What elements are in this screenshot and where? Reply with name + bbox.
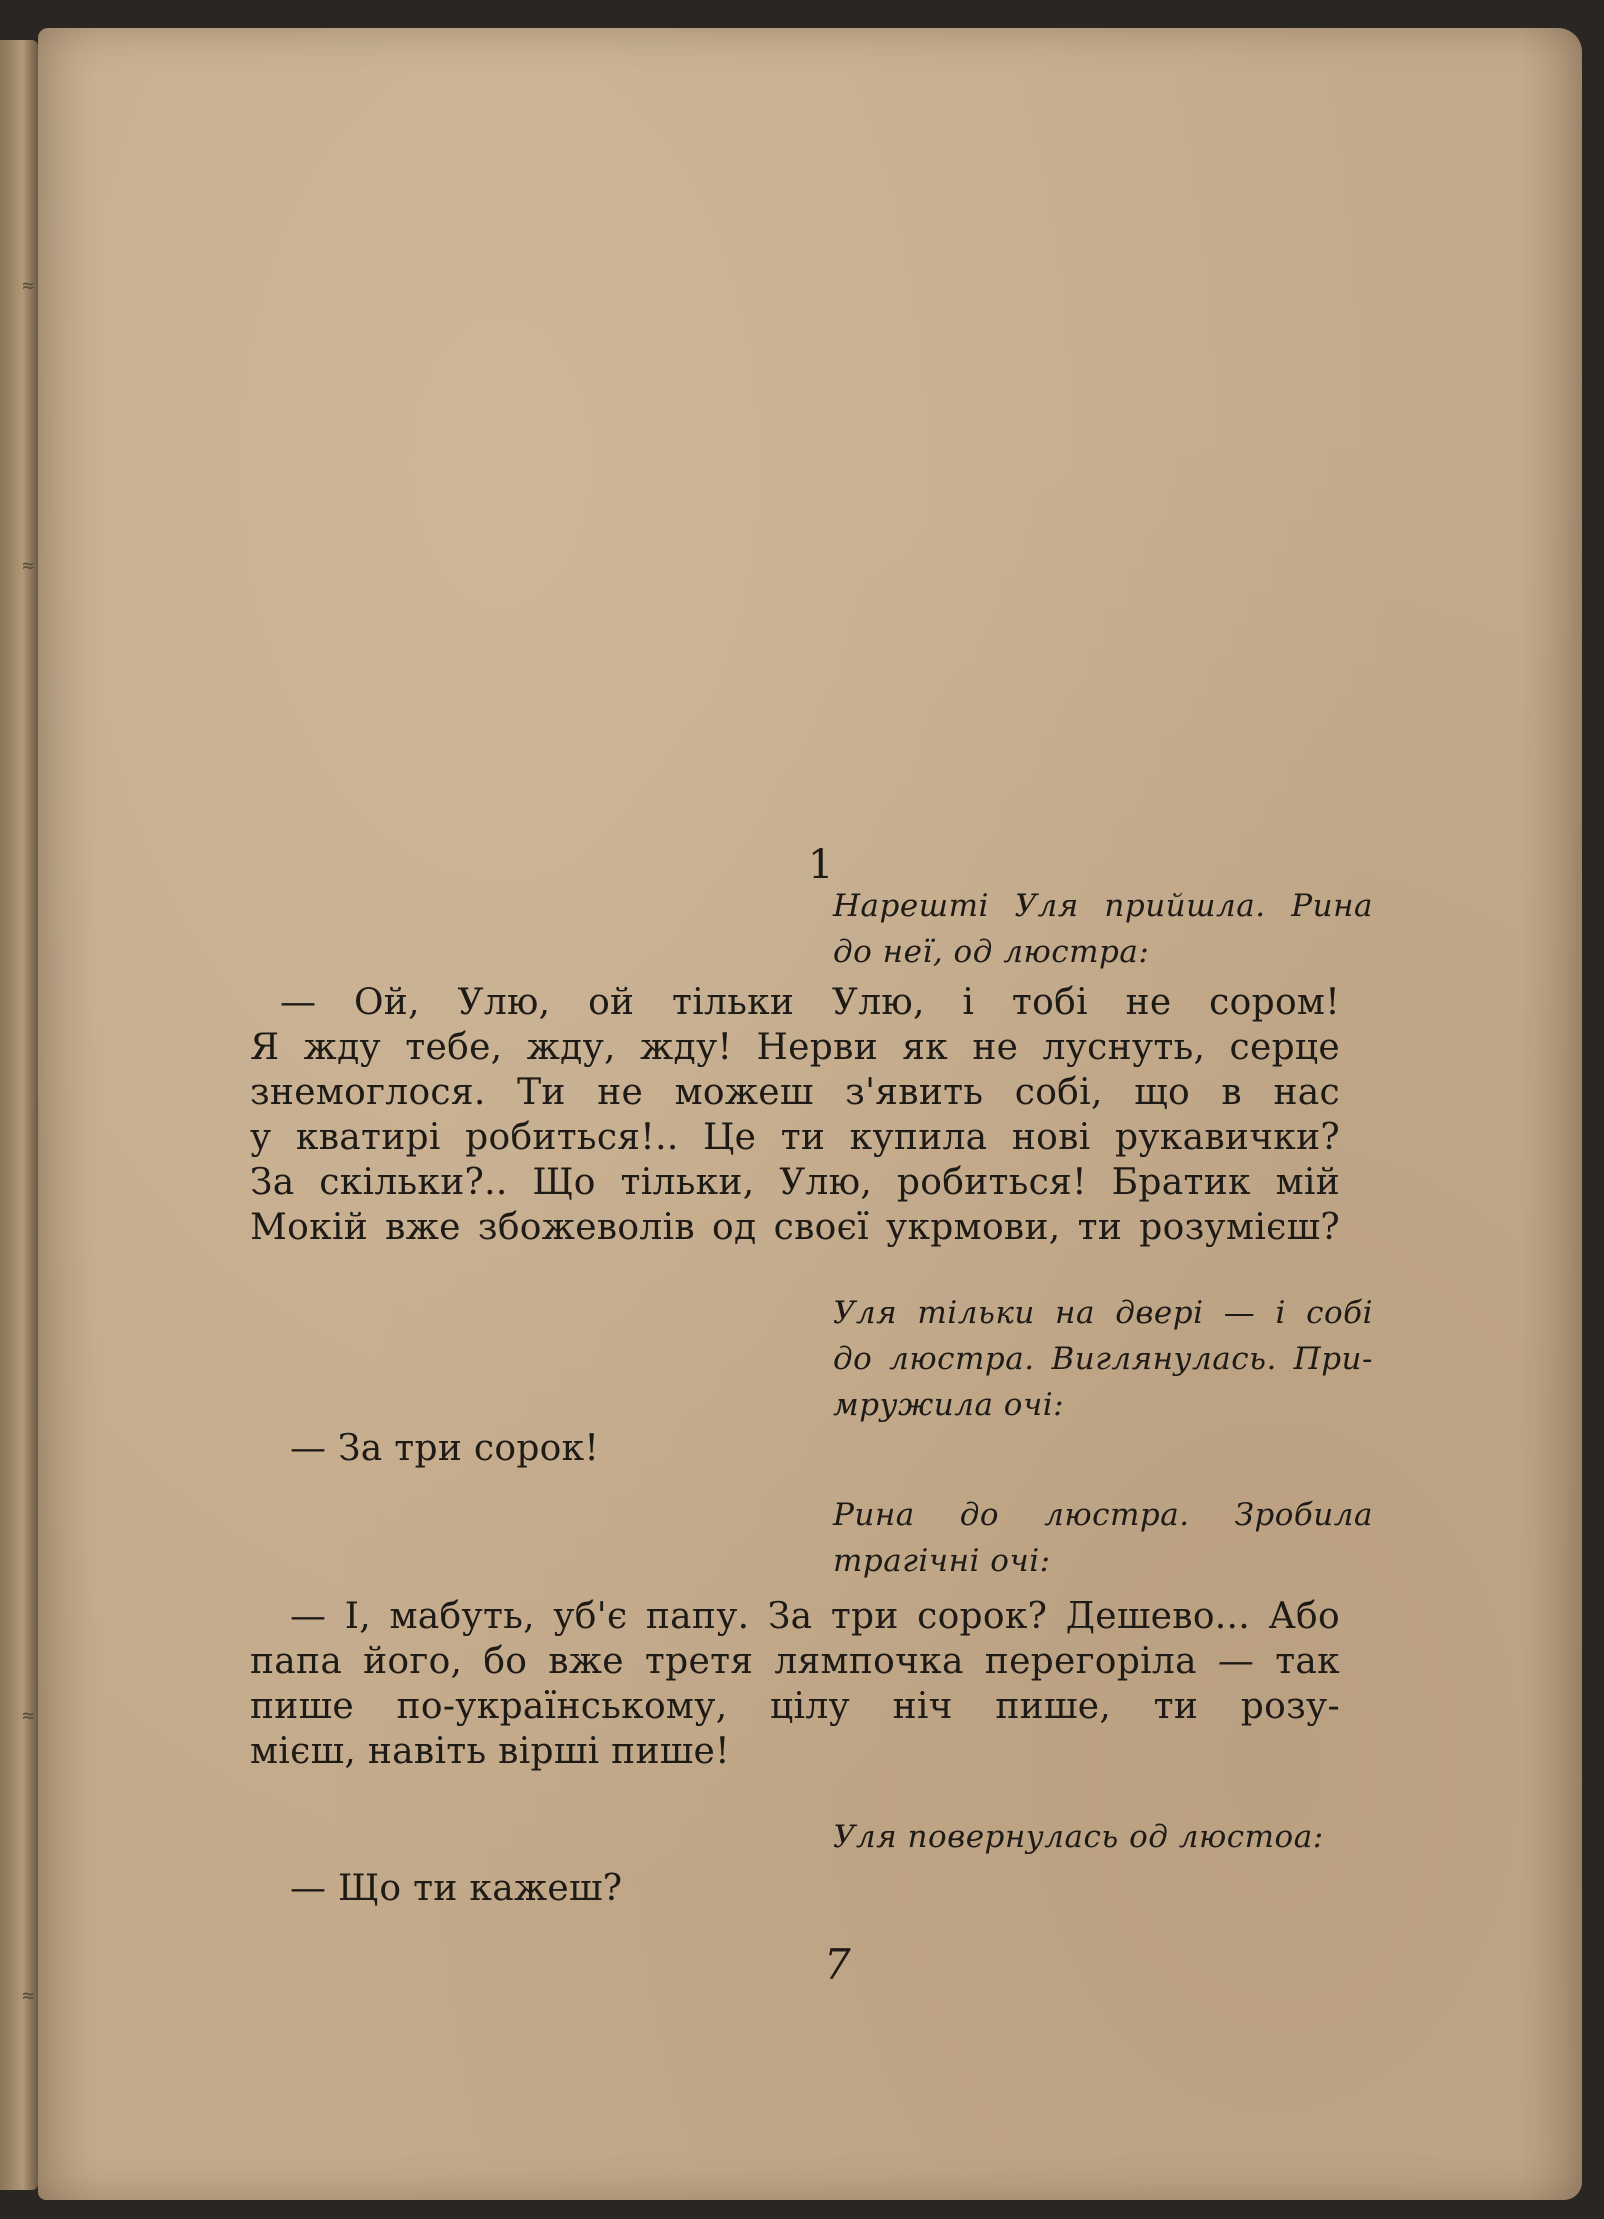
stage-direction-line: Уля повернулась од люстоа:	[833, 1819, 1324, 1855]
stage-direction-line: до люстра. Виглянулась. При-	[833, 1341, 1373, 1377]
dialogue-line: — Ой, Улю, ой тільки Улю, і тобі не сором!	[280, 982, 1340, 1023]
binding-stitch: ≈	[22, 273, 35, 297]
dialogue-paragraph	[250, 1594, 1340, 1774]
dialogue-line: знемоглося. Ти не можеш з'явить собі, що в нас	[250, 1072, 1340, 1113]
dialogue-paragraph	[290, 1426, 890, 1471]
binding-stitch: ≈	[22, 1983, 35, 2007]
stage-direction	[833, 1290, 1373, 1428]
dialogue-paragraph	[290, 1866, 890, 1911]
stage-direction	[833, 1492, 1373, 1584]
stage-direction-line: до неї, од люстра:	[833, 934, 1150, 970]
previous-page-edge	[0, 40, 38, 2190]
dialogue-line: Я жду тебе, жду, жду! Нерви як не луснуть, серце	[250, 1027, 1340, 1068]
dialogue-line: Мокій вже збожеволів од своєї укрмови, ти розумієш?	[250, 1207, 1340, 1248]
dialogue-line: — І, мабуть, уб'є папу. За три сорок? Дешево... Або	[290, 1596, 1340, 1637]
dialogue-line: папа його, бо вже третя лямпочка перегоріла — так	[250, 1641, 1340, 1682]
section-number: 1	[808, 842, 834, 888]
stage-direction-line: Уля тільки на двері — і собі	[833, 1295, 1373, 1331]
dialogue-line: — Що ти кажеш?	[290, 1868, 623, 1909]
stage-direction	[833, 1814, 1373, 1860]
dialogue-line: у кватирі робиться!.. Це ти купила нові рукавички?	[250, 1117, 1340, 1158]
binding-stitch: ≈	[22, 553, 35, 577]
dialogue-paragraph	[250, 980, 1340, 1250]
stage-direction-line: Нарешті Уля прийшла. Рина	[833, 888, 1373, 924]
dialogue-line: — За три сорок!	[290, 1428, 600, 1469]
book-page	[38, 28, 1582, 2200]
stage-direction-line: трагічні очі:	[833, 1543, 1051, 1579]
binding-stitch: ≈	[22, 1703, 35, 1727]
stage-direction	[833, 883, 1373, 975]
stage-direction-line: мружила очі:	[833, 1387, 1065, 1423]
dialogue-line: пише по-українському, цілу ніч пише, ти розу-	[250, 1686, 1340, 1727]
stage-direction-line: Рина до люстра. Зробила	[833, 1497, 1373, 1533]
page-number: 7	[824, 1940, 851, 1989]
dialogue-line: мієш, навіть вірші пише!	[250, 1731, 730, 1772]
dialogue-line: За скільки?.. Що тільки, Улю, робиться! Братик мій	[250, 1162, 1340, 1203]
